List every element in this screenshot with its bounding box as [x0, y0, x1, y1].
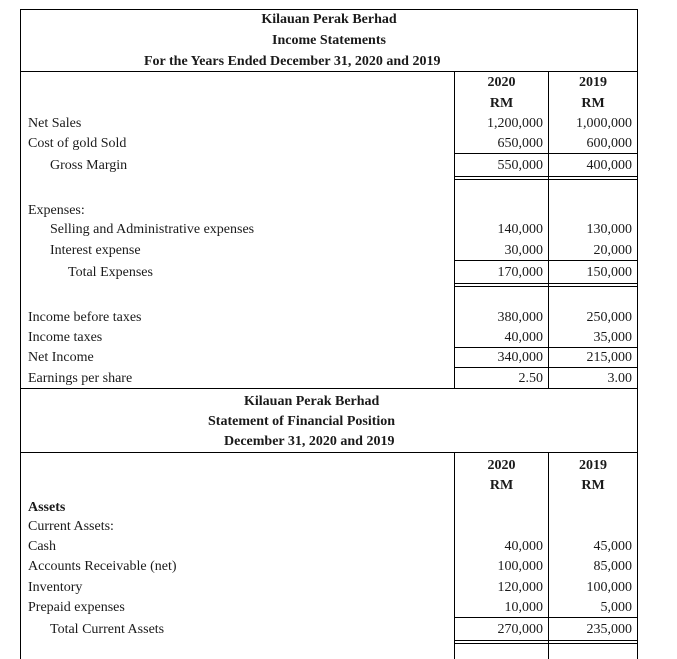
eps-2020: 2.50	[518, 371, 543, 386]
assets-heading: Assets	[28, 500, 66, 515]
position-col-2019-unit: RM	[581, 478, 605, 493]
net-sales-2019: 1,000,000	[576, 116, 632, 131]
prepaid-label: Prepaid expenses	[28, 600, 125, 615]
total-current-assets-label: Total Current Assets	[50, 622, 165, 637]
receivable-2020: 100,000	[497, 559, 543, 574]
net-income-2020: 340,000	[497, 350, 543, 365]
cogs-2020: 650,000	[497, 136, 543, 151]
income-title-statement: Income Statements	[272, 33, 386, 48]
position-title-date: December 31, 2020 and 2019	[224, 434, 395, 449]
selling-admin-label: Selling and Administrative expenses	[50, 222, 255, 237]
cash-2020: 40,000	[504, 539, 543, 554]
inventory-2019: 100,000	[586, 580, 632, 595]
income-col-2019-unit: RM	[581, 96, 605, 111]
selling-admin-2019: 130,000	[586, 222, 632, 237]
eps-2019: 3.00	[607, 371, 632, 386]
total-expenses-double-line-1	[454, 283, 638, 284]
prepaid-2019: 5,000	[600, 600, 632, 615]
income-taxes-label: Income taxes	[28, 330, 103, 345]
interest-expense-label: Interest expense	[50, 243, 141, 258]
inventory-label: Inventory	[28, 580, 83, 595]
interest-expense-2019: 20,000	[593, 243, 632, 258]
frame-left-line	[20, 9, 21, 659]
gross-margin-double-line-1	[454, 176, 638, 177]
receivable-label: Accounts Receivable (net)	[28, 559, 177, 574]
section-divider-line	[20, 388, 638, 389]
net-income-2019: 215,000	[586, 350, 632, 365]
cogs-2019: 600,000	[586, 136, 632, 151]
position-title-company: Kilauan Perak Berhad	[244, 394, 380, 409]
cash-2019: 45,000	[593, 539, 632, 554]
gross-margin-top-line	[454, 153, 638, 154]
net-income-label: Net Income	[28, 350, 94, 365]
gross-margin-2019: 400,000	[586, 158, 632, 173]
income-col-2020-unit: RM	[489, 96, 514, 111]
total-expenses-double-line-2	[454, 286, 638, 287]
income-before-taxes-label: Income before taxes	[28, 310, 142, 325]
frame-top-line	[20, 9, 638, 10]
position-header-line	[20, 452, 638, 453]
income-col-2019-header: 2019	[579, 75, 607, 90]
position-col-2020-unit: RM	[489, 478, 514, 493]
gross-margin-double-line-2	[454, 179, 638, 180]
prepaid-2020: 10,000	[504, 600, 543, 615]
total-current-double-line-2	[454, 643, 638, 644]
total-current-assets-2020: 270,000	[497, 622, 543, 637]
total-current-assets-2019: 235,000	[586, 622, 632, 637]
cogs-label: Cost of gold Sold	[28, 136, 127, 151]
net-sales-2020: 1,200,000	[487, 116, 543, 131]
eps-top-line	[454, 367, 638, 368]
income-col-2020-header: 2020	[487, 75, 516, 90]
current-assets-heading: Current Assets:	[28, 519, 114, 534]
income-before-taxes-2019: 250,000	[586, 310, 632, 325]
net-income-top-line	[454, 347, 638, 348]
position-col-2019-header: 2019	[579, 458, 607, 473]
selling-admin-2020: 140,000	[497, 222, 543, 237]
total-current-top-line	[454, 617, 638, 618]
income-taxes-2019: 35,000	[593, 330, 632, 345]
position-title-statement: Statement of Financial Position	[208, 414, 396, 429]
income-title-company: Kilauan Perak Berhad	[261, 12, 397, 27]
eps-label: Earnings per share	[28, 371, 133, 386]
receivable-2019: 85,000	[593, 559, 632, 574]
total-expenses-2020: 170,000	[497, 265, 543, 280]
expenses-heading: Expenses:	[28, 203, 85, 218]
gross-margin-label: Gross Margin	[50, 158, 128, 173]
interest-expense-2020: 30,000	[504, 243, 543, 258]
total-expenses-2019: 150,000	[586, 265, 632, 280]
inventory-2020: 120,000	[497, 580, 543, 595]
position-col-2020-header: 2020	[487, 458, 516, 473]
income-title-period: For the Years Ended December 31, 2020 and 2019	[144, 54, 441, 69]
frame-right-line	[637, 9, 638, 659]
total-expenses-top-line	[454, 260, 638, 261]
total-current-double-line-1	[454, 640, 638, 641]
gross-margin-2020: 550,000	[497, 158, 543, 173]
income-taxes-2020: 40,000	[504, 330, 543, 345]
total-expenses-label: Total Expenses	[68, 265, 153, 280]
income-header-line	[20, 71, 638, 72]
cash-label: Cash	[28, 539, 56, 554]
income-before-taxes-2020: 380,000	[497, 310, 543, 325]
net-sales-label: Net Sales	[28, 116, 82, 131]
